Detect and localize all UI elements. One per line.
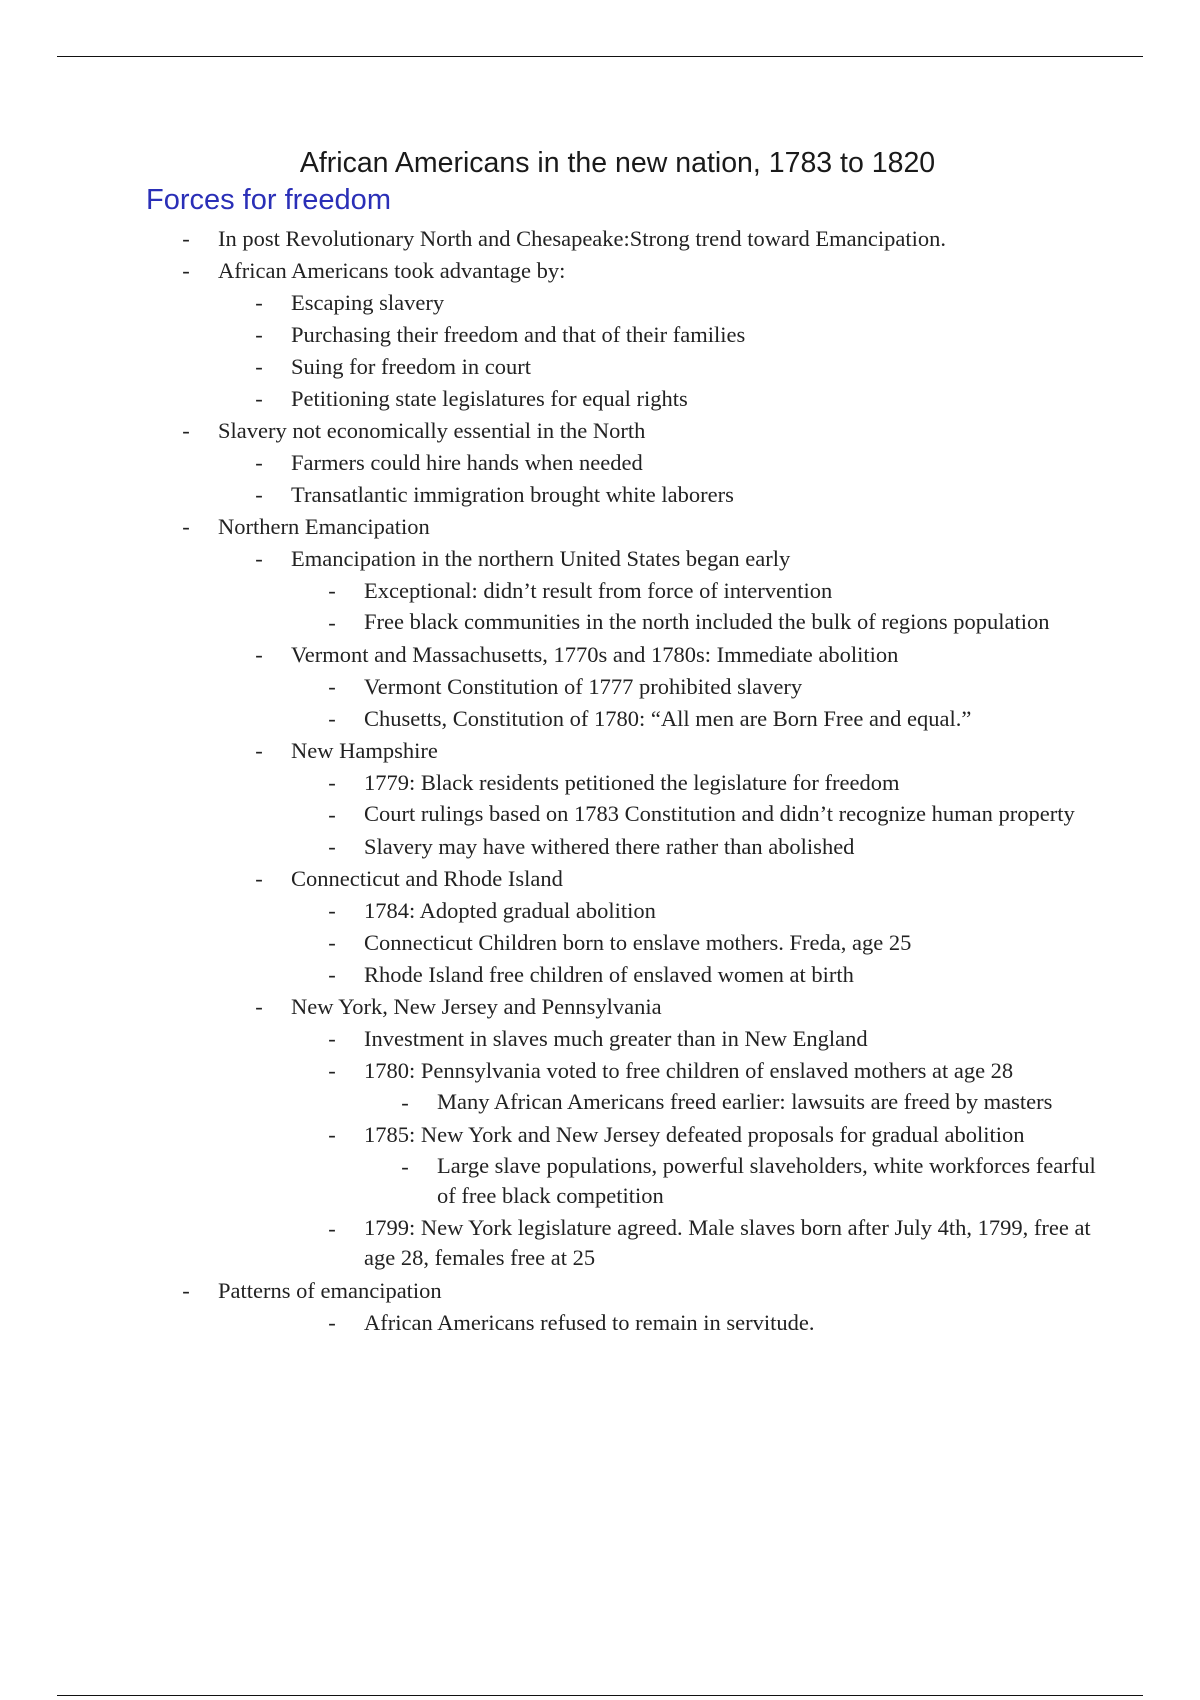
list-item-text: Exceptional: didn’t result from force of intervention xyxy=(364,578,833,603)
list-item xyxy=(0,1055,1200,1087)
list-item xyxy=(0,991,1200,1023)
list-item xyxy=(0,863,1200,895)
list-item xyxy=(0,447,1200,479)
list-item xyxy=(0,415,1200,447)
list-item-text: Large slave populations, powerful slaveholders, white workforces fearful of free black competition xyxy=(437,1153,1096,1208)
bullet-dash: - xyxy=(255,290,263,315)
list-item-text: In post Revolutionary North and Chesapeake:Strong trend toward Emancipation. xyxy=(218,226,946,251)
list-item-text: African Americans took advantage by: xyxy=(218,258,566,283)
bullet-dash: - xyxy=(328,1216,336,1241)
list-item-text: 1779: Black residents petitioned the legislature for freedom xyxy=(364,770,900,795)
bullet-dash: - xyxy=(255,386,263,411)
list-item xyxy=(0,479,1200,511)
bullet-dash: - xyxy=(255,546,263,571)
notes-list xyxy=(0,223,1200,1339)
bullet-dash: - xyxy=(182,418,190,443)
list-item-text: Emancipation in the northern United States began early xyxy=(291,546,791,571)
list-item-text: 1780: Pennsylvania voted to free children of enslaved mothers at age 28 xyxy=(364,1058,1014,1083)
list-item xyxy=(0,927,1200,959)
bullet-dash: - xyxy=(328,802,336,827)
list-item-text: Chusetts, Constitution of 1780: “All men are Born Free and equal.” xyxy=(364,706,972,731)
bullet-dash: - xyxy=(328,1026,336,1051)
bullet-dash: - xyxy=(255,482,263,507)
list-item-text: 1784: Adopted gradual abolition xyxy=(364,898,656,923)
list-item-text: Rhode Island free children of enslaved women at birth xyxy=(364,962,854,987)
list-item xyxy=(0,767,1200,799)
bullet-dash: - xyxy=(328,674,336,699)
bullet-dash: - xyxy=(255,354,263,379)
list-item xyxy=(0,1023,1200,1055)
bullet-dash: - xyxy=(182,258,190,283)
list-item xyxy=(0,639,1200,671)
document-title: African Americans in the new nation, 1783 to 1820 xyxy=(299,147,936,179)
bullet-dash: - xyxy=(255,642,263,667)
list-item xyxy=(0,287,1200,319)
list-item xyxy=(0,831,1200,863)
bullet-dash: - xyxy=(255,322,263,347)
bullet-dash: - xyxy=(328,1310,336,1335)
list-item-text: Investment in slaves much greater than in New England xyxy=(364,1026,868,1051)
bullet-dash: - xyxy=(255,738,263,763)
list-item-text: Petitioning state legislatures for equal rights xyxy=(291,386,688,411)
bullet-dash: - xyxy=(401,1154,409,1179)
list-item xyxy=(0,735,1200,767)
list-item-text: Suing for freedom in court xyxy=(291,354,531,379)
list-item-text: Vermont Constitution of 1777 prohibited slavery xyxy=(364,674,803,699)
bullet-dash: - xyxy=(255,866,263,891)
list-item-text: Vermont and Massachusetts, 1770s and 1780s: Immediate abolition xyxy=(291,642,899,667)
bullet-dash: - xyxy=(328,770,336,795)
header-rule xyxy=(57,56,1143,57)
list-item xyxy=(0,895,1200,927)
list-item-text: 1799: New York legislature agreed. Male slaves born after July 4th, 1799, free at age 28, females free at 25 xyxy=(364,1215,1091,1270)
list-item-text: Court rulings based on 1783 Constitution and didn’t recognize human property xyxy=(364,801,1075,826)
bullet-dash: - xyxy=(328,1058,336,1083)
list-item xyxy=(0,1087,1200,1119)
list-item xyxy=(0,959,1200,991)
list-item xyxy=(0,1119,1200,1151)
list-item-text: Slavery not economically essential in the North xyxy=(218,418,646,443)
bullet-dash: - xyxy=(328,930,336,955)
bullet-dash: - xyxy=(255,994,263,1019)
bullet-dash: - xyxy=(328,834,336,859)
list-item-text: African Americans refused to remain in servitude. xyxy=(364,1310,815,1335)
list-item xyxy=(0,799,1200,831)
list-item-text: Slavery may have withered there rather than abolished xyxy=(364,834,855,859)
list-item-text: Purchasing their freedom and that of their families xyxy=(291,322,746,347)
bullet-dash: - xyxy=(328,898,336,923)
list-item xyxy=(0,351,1200,383)
bullet-dash: - xyxy=(255,450,263,475)
list-item-text: Patterns of emancipation xyxy=(218,1278,442,1303)
list-item xyxy=(0,575,1200,607)
list-item-text: Escaping slavery xyxy=(291,290,445,315)
list-item-text: Connecticut and Rhode Island xyxy=(291,866,563,891)
list-item-text: Transatlantic immigration brought white laborers xyxy=(291,482,734,507)
list-item xyxy=(0,511,1200,543)
bullet-dash: - xyxy=(182,514,190,539)
list-item xyxy=(0,1213,1200,1275)
list-item-text: Farmers could hire hands when needed xyxy=(291,450,643,475)
list-item xyxy=(0,319,1200,351)
list-item-text: New York, New Jersey and Pennsylvania xyxy=(291,994,662,1019)
list-item xyxy=(0,543,1200,575)
bullet-dash: - xyxy=(328,706,336,731)
bullet-dash: - xyxy=(328,962,336,987)
bullet-dash: - xyxy=(401,1090,409,1115)
list-item xyxy=(0,703,1200,735)
section-heading: Forces for freedom xyxy=(146,184,391,216)
list-item-text: New Hampshire xyxy=(291,738,438,763)
list-item xyxy=(0,223,1200,255)
list-item xyxy=(0,255,1200,287)
list-item-text: Free black communities in the north included the bulk of regions population xyxy=(364,609,1050,634)
bullet-dash: - xyxy=(328,1122,336,1147)
bullet-dash: - xyxy=(328,610,336,635)
list-item xyxy=(0,1275,1200,1307)
list-item xyxy=(0,383,1200,415)
list-item xyxy=(0,671,1200,703)
bullet-dash: - xyxy=(182,1278,190,1303)
list-item-text: Many African Americans freed earlier: lawsuits are freed by masters xyxy=(437,1089,1053,1114)
list-item xyxy=(0,1307,1200,1339)
list-item xyxy=(0,607,1200,639)
bullet-dash: - xyxy=(182,226,190,251)
bullet-dash: - xyxy=(328,578,336,603)
list-item-text: Northern Emancipation xyxy=(218,514,430,539)
footer-rule xyxy=(57,1695,1143,1696)
list-item-text: 1785: New York and New Jersey defeated proposals for gradual abolition xyxy=(364,1122,1025,1147)
list-item-text: Connecticut Children born to enslave mothers. Freda, age 25 xyxy=(364,930,912,955)
list-item xyxy=(0,1151,1200,1213)
